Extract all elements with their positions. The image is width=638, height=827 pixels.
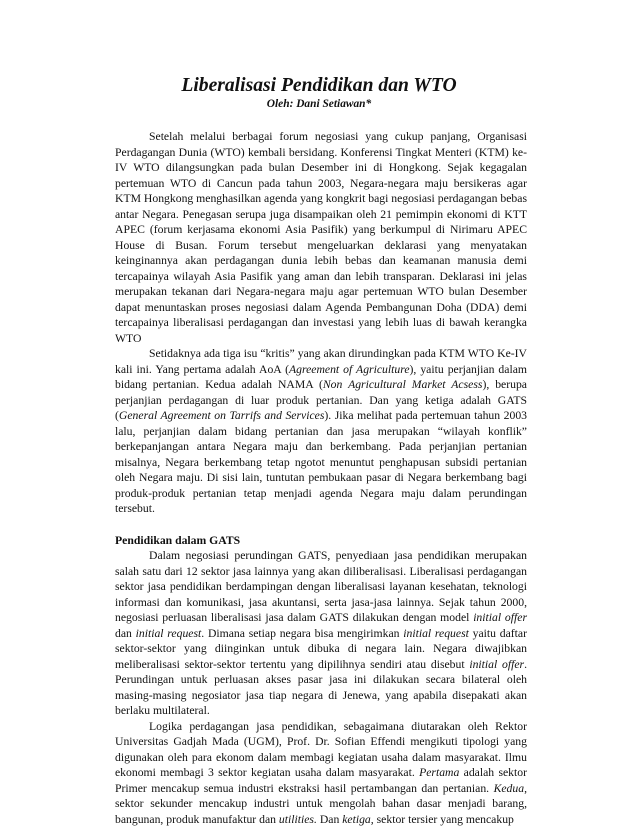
italic-term: Agreement of Agriculture [289, 363, 410, 376]
document-author: Oleh: Dani Setiawan* [0, 96, 638, 112]
italic-term: Pertama [419, 766, 459, 779]
text-run: , sektor sekunder mencakup industri untuk mengolah bahan dasar menjadi barang, bangunan, produk manufaktur dan [115, 782, 527, 826]
text-run: ), berupa perjanjian perdagangan di luar produk pertanian. Dan yang ketiga adalah GATS ( [115, 378, 527, 422]
italic-term: General Agreement on Tarrifs and Services [119, 409, 325, 422]
italic-term: initial offer [469, 658, 524, 671]
text-run: . Perundingan untuk perluasan akses pasar jasa ini dilakukan secara bilateral oleh masing-masing negosiator jasa tiap negara di Jenewa, yang apabila disepakati akan berlaku multilateral. [115, 658, 527, 718]
document-body [115, 129, 527, 827]
text-run: Logika perdagangan jasa pendidikan, sebagaimana diutarakan oleh Rektor Universitas Gadjah Mada (UGM), Prof. Dr. Sofian Effendi mengikuti tipologi yang digunakan oleh para ekonom dalam membagi kegiatan usaha dalam masyarakat. Ilmu ekonomi membagi 3 sektor kegiatan usaha dalam masyarakat. [115, 720, 527, 780]
italic-term: initial request [403, 627, 469, 640]
text-run: dan [115, 627, 136, 640]
text-run: adalah sektor Primer mencakup semua industri ekstraksi hasil pertambangan dan pertanian. [115, 766, 527, 795]
text-run: ), yaitu perjanjian dalam bidang pertanian. Kedua adalah NAMA ( [115, 363, 527, 392]
text-run: Dan [317, 813, 342, 826]
text-run: . Dimana setiap negara bisa mengirimkan [201, 627, 403, 640]
italic-term: initial request [136, 627, 202, 640]
italic-term: utilities. [279, 813, 317, 826]
document-title: Liberalisasi Pendidikan dan WTO [0, 74, 638, 98]
text-run: yaitu daftar sektor-sektor yang diinginkan untuk dibuka di negara lain. Negara diwajibkan meliberalisasi sektor-sektor tertentu yang dipilihnya sendiri atau disebut [115, 627, 527, 671]
paragraph-issues [115, 346, 527, 517]
italic-term: ketiga, [342, 813, 373, 826]
text-run: sektor tersier yang mencakup [374, 813, 514, 826]
section-heading: Pendidikan dalam GATS [115, 533, 527, 549]
italic-term: initial offer [473, 611, 527, 624]
paragraph-logic [115, 719, 527, 827]
italic-term: Kedua [494, 782, 525, 795]
text-run: ). Jika melihat pada pertemuan tahun 2003 lalu, perjanjian dalam bidang pertanian dan jasa merupakan “wilayah konflik” berkepanjangan antara Negara maju dan berkembang. Pada perjanjian pertanian misalnya, Negara berkembang tetap ngotot menuntut penghapusan subsidi pertanian oleh Negara maju. Di sisi lain, tuntutan pembukaan pasar di Negara berkembang bagi produk-produk pertanian tetap menjadi agenda Negara maju dalam perundingan tersebut. [115, 409, 527, 515]
paragraph-intro: Setelah melalui berbagai forum negosiasi yang cukup panjang, Organisasi Perdagangan Dunia (WTO) kembali bersidang. Konferensi Tingkat Menteri (KTM) ke-IV WTO dilangsungkan pada bulan Desember ini di Hongkong. Sejak kegagalan pertemuan WTO di Cancun pada tahun 2003, Negara-negara maju bersikeras agar KTM Hongkong menghasilkan agenda yang kongkrit bagi negosiasi perdagangan bebas antar Negara. Penegasan serupa juga disampaikan oleh 21 pemimpin ekonomi di KTT APEC (forum kerjasama ekonomi Asia Pasifik) yang berkumpul di Nirimaru APEC House di Busan. Forum tersebut mengeluarkan deklarasi yang menyatakan keinginannya akan perdagangan dunia lebih bebas dan keamanan manusia demi tercapainya wilayah Asia Pasifik yang aman dan lebih transparan. Deklarasi ini jelas merupakan tekanan dari Negara-negara maju agar pertemuan WTO bulan Desember dapat menuntaskan proses negosiasi dalam Agenda Pembangunan Doha (DDA) demi tercapainya liberalisasi perdagangan dan investasi yang lebih luas di bawah kerangka WTO [115, 129, 527, 346]
paragraph-gats [115, 548, 527, 719]
text-run: Setidaknya ada tiga isu “kritis” yang akan dirundingkan pada KTM WTO Ke-IV kali ini. Yang pertama adalah AoA ( [115, 347, 527, 376]
italic-term: Non Agricultural Market Acsess [323, 378, 483, 391]
text-run: Dalam negosiasi perundingan GATS, penyediaan jasa pendidikan merupakan salah satu dari 12 sektor jasa lainnya yang akan diliberalisasi. Liberalisasi perdagangan sektor jasa pendidikan berdampingan dengan liberalisasi layanan kesehatan, teknologi informasi dan komunikasi, jasa akuntansi, serta jasa-jasa lainnya. Sejak tahun 2000, negosiasi perluasan liberalisasi jasa dalam GATS dilakukan dengan model [115, 549, 527, 624]
